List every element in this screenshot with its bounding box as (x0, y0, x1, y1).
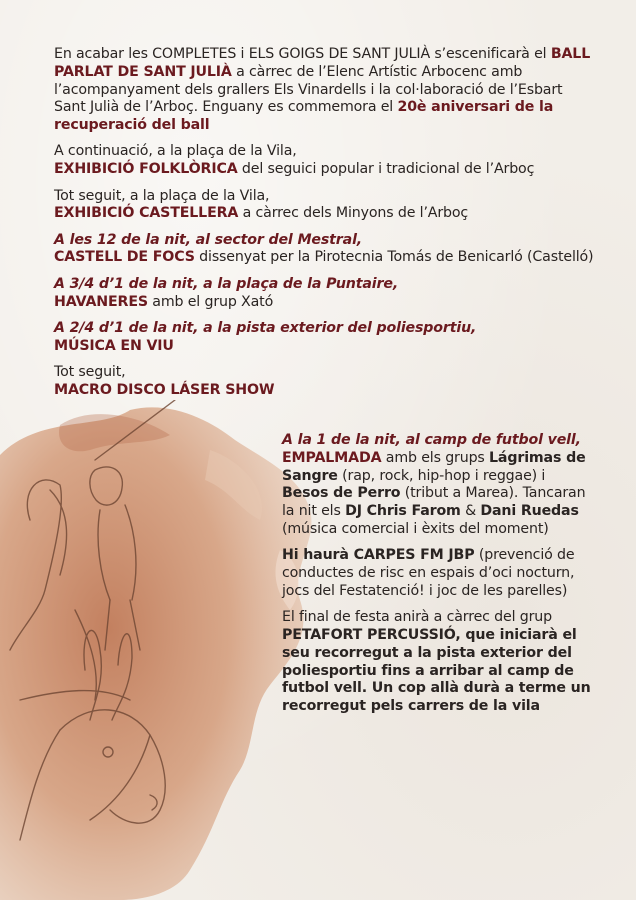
text: del seguici popular i tradicional de l’Arboç (237, 161, 535, 178)
paragraph-petafort (282, 609, 592, 716)
paragraph-exhibicio-folklorica (54, 143, 594, 179)
event-petafort-percussio: PETAFORT PERCUSSIÓ, que iniciarà el seu recorregut a la pista exterior del poliesportiu fins a arribar al camp de futbol vell. Un cop allà durà a terme un recorregut pels carrers de la vila (282, 626, 591, 715)
time-location: A 2/4 d’1 de la nit, a la pista exterior del poliesportiu, (54, 319, 477, 336)
event-macro-disco: MACRO DISCO LÁSER SHOW (54, 381, 275, 398)
text: (música comercial i èxits del moment) (282, 520, 549, 537)
paragraph-carpes (282, 547, 592, 600)
event-carpes: Hi haurà CARPES FM JBP (282, 547, 475, 564)
event-ball-parlat: BALL PARLAT DE SANT JULIÀ (54, 46, 591, 80)
paragraph-castell-de-focs (54, 232, 594, 268)
band-lagrimas-de-sangre: Lágrimas de Sangre (282, 449, 586, 484)
paragraph-musica-en-viu (54, 320, 594, 356)
text: Tot seguit, (54, 363, 126, 380)
text: a càrrec dels Minyons de l’Arboç (238, 205, 469, 222)
text: A continuació, a la plaça de la Vila, (54, 143, 297, 160)
time-location: A 3/4 d’1 de la nit, a la plaça de la Puntaire, (54, 275, 399, 292)
text: El final de festa anirà a càrrec del grup (282, 609, 552, 626)
text: (rap, rock, hip-hop i reggae) i (337, 467, 546, 484)
time-location: A la 1 de la nit, al camp de futbol vell, (282, 432, 581, 448)
program-column-main (54, 46, 594, 408)
event-musica-en-viu: MÚSICA EN VIU (54, 337, 174, 354)
text: amb el grup Xató (147, 293, 274, 310)
event-exhibicio-castellera: EXHIBICIÓ CASTELLERA (54, 205, 239, 222)
paragraph-empalmada (282, 432, 592, 539)
highlight-aniversari: 20è aniversari de la recuperació del ball (54, 99, 554, 134)
time-location: A les 12 de la nit, al sector del Mestral, (54, 231, 363, 248)
paragraph-havaneres (54, 276, 594, 312)
text: dissenyat per la Pirotecnia Tomás de Benicarló (Castelló) (194, 249, 594, 266)
text: amb els grups (381, 449, 490, 466)
event-castell-de-focs: CASTELL DE FOCS (54, 249, 195, 266)
text: En acabar les COMPLETES i ELS GOIGS DE SANT JULIÀ s’escenificarà el (54, 46, 551, 62)
dj-chris-farom: DJ Chris Farom (345, 503, 461, 520)
text: (prevenció de conductes de risc en espais d’oci nocturn, jocs del Festatenció! i joc de les parelles) (282, 547, 575, 599)
event-havaneres: HAVANERES (54, 293, 148, 310)
program-column-secondary (282, 432, 592, 724)
text: Tot seguit, a la plaça de la Vila, (54, 187, 270, 204)
text: (tribut a Marea). Tancaran la nit els (282, 485, 586, 520)
event-empalmada: EMPALMADA (282, 449, 382, 466)
paragraph-macro-disco (54, 364, 594, 400)
event-exhibicio-folklorica: EXHIBICIÓ FOLKLÒRICA (54, 161, 238, 178)
band-besos-de-perro: Besos de Perro (282, 485, 401, 502)
dj-dani-ruedas: Dani Ruedas (480, 503, 579, 520)
text: & (460, 503, 481, 520)
paragraph-ball-parlat (54, 46, 594, 135)
text: a càrrec de l’Elenc Artístic Arbocenc amb l’acompanyament dels grallers Els Vinardells i la col·laboració de l’Esbart Sant Julià de l’Arboç. Enguany es commemora el (54, 63, 563, 116)
paragraph-exhibicio-castellera (54, 188, 594, 224)
